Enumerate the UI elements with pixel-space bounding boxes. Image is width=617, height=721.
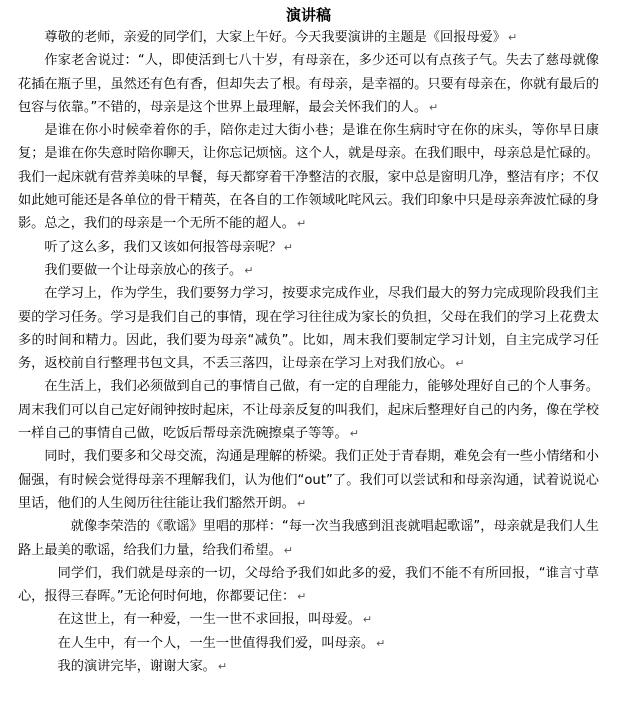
paragraph-mark: ↵	[217, 660, 228, 674]
paragraph-mark: ↵	[296, 496, 307, 510]
paragraph-song: 就像李荣浩的《歌谣》里唱的那样：“每一次当我感到沮丧就唱起歌谣”，母亲就是我们人生路上最美的歌谣，给我们力量，给我们希望。 ↵	[18, 519, 599, 558]
paragraph-mark: ↵	[283, 543, 293, 557]
paragraph-mark: ↵	[376, 636, 386, 650]
paragraph-mark: ↵	[244, 263, 254, 277]
document-title: 演讲稿	[285, 6, 331, 24]
paragraph-mark: ↵	[429, 100, 439, 114]
paragraph-answer: 我们要做一个让母亲放心的孩子。 ↵	[44, 262, 254, 278]
paragraph-mark: ↵	[283, 240, 293, 254]
paragraph-mark: ↵	[349, 427, 359, 441]
paragraph-closing: 我的演讲完毕，谢谢大家。 ↵	[57, 659, 228, 675]
paragraph-laoshe-quote: 作家老舍说过：“人，即使活到七八十岁，有母亲在，多少还可以有点孩子气。失去了慈母就像花插在瓶子里，虽然还有色有香，但却失去了根。有母亲，是幸福的。只要有母亲在，你就有最后的包容与依靠。”不错的，母亲是这个世界上最理解，最会关怀我们的人。 ↵	[18, 53, 599, 115]
paragraph-communication: 同时，我们要多和父母交流，沟通是理解的桥梁。我们正处于青春期，难免会有一些小情绪和小倔强，有时候会觉得母亲不理解我们，认为他们“out”了。我们可以尝试和和母亲沟通，试着说说心里话，他们的人生阅历往往能让我们豁然开朗。 ↵	[18, 449, 599, 511]
paragraph-mark: ↵	[296, 217, 307, 231]
paragraph-mark: ↵	[455, 357, 465, 371]
paragraph-mother-love: 在这世上，有一种爱，一生一世不求回报，叫母爱。 ↵	[57, 612, 373, 628]
paragraph-mark: ↵	[362, 613, 373, 627]
paragraph-question: 听了这么多，我们又该如何报答母亲呢？ ↵	[44, 239, 293, 255]
paragraph-study: 在学习上，作为学生，我们要努力学习，按要求完成作业，尽我们最大的努力完成现阶段我们主要的学习任务。学习是我们自己的事情，现在学习往往成为家长的负担，父母在我们的学习上花费太多的时间和精力。因此，我们要为母亲“减负”。比如，周末我们要制定学习计划，自主完成学习任务，返校前自行整理书包文具，不丢三落四，让母亲在学习上对我们放心。 ↵	[18, 286, 599, 372]
paragraph-mark: ↵	[297, 590, 307, 604]
paragraph-classmates: 同学们，我们就是母亲的一切，父母给予我们如此多的爱，我们不能不有所回报，“谁言寸草心，报得三春晖。”无论何时何地，你都要记住： ↵	[18, 565, 599, 605]
paragraph-who-is-mother: 是谁在你小时候牵着你的手，陪你走过大街小巷；是谁在你生病时守在你的床头，等你早日康复；是谁在你失意时陪你聊天，让你忘记烦恼。这个人，就是母亲。在我们眼中，母亲总是忙碌的。我们一起床就有营养美味的早餐，每天都穿着干净整洁的衣服，家中总是窗明几净，整洁有序；不仅如此她可能还是各单位的骨干精英，在各自的工作领域叱咤风云。我们印象中只是母亲奔波忙碌的身影。总之，我们的母亲是一个无所不能的超人。 ↵	[18, 123, 599, 232]
paragraph-life: 在生活上，我们必须做到自己的事情自己做，有一定的自理能力，能够处理好自己的个人事务。周末我们可以自己定好闹钟按时起床，不让母亲反复的叫我们，起床后整理好自己的内务，像在学校一样自己的事情自己做，吃饭后帮母亲洗碗擦桌子等等。 ↵	[18, 379, 599, 442]
paragraph-mark: ↵	[507, 31, 518, 44]
paragraph-greeting: 尊敬的老师，亲爱的同学们，大家上午好。今天我要演讲的主题是《回报母爱》 ↵	[44, 30, 518, 45]
paragraph-mother-person: 在人生中，有一个人，一生一世值得我们爱，叫母亲。 ↵	[57, 635, 386, 651]
